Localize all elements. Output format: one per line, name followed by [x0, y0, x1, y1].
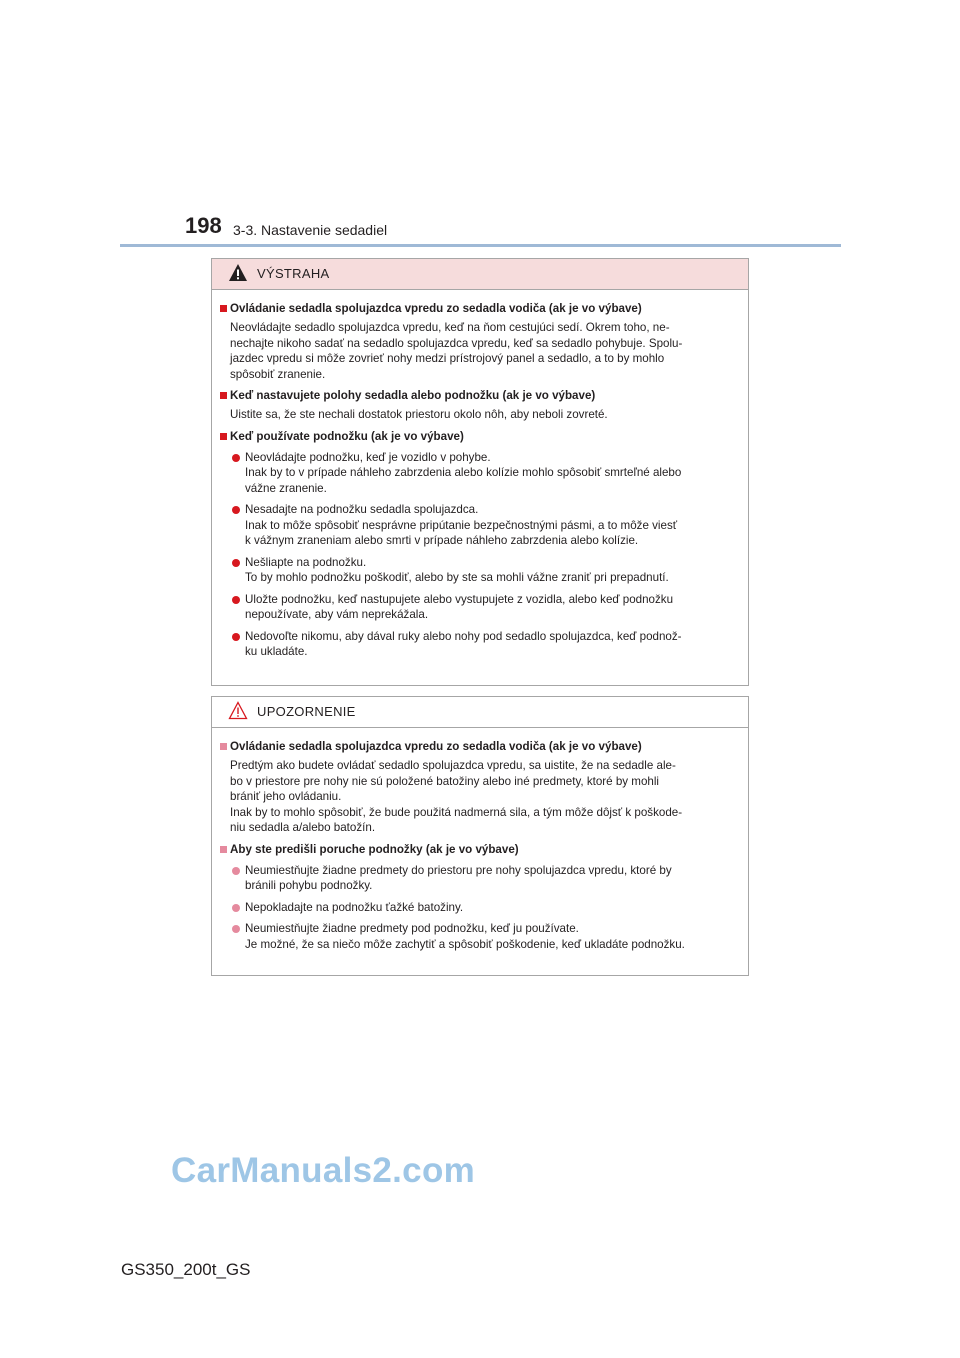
section-heading: Keď nastavujete polohy sedadla alebo podnožku (ak je vo výbave)	[220, 388, 742, 403]
list-item: Uložte podnožku, keď nastupujete alebo vystupujete z vozidla, alebo keď podnožku nepoužívate, aby vám neprekážala.	[220, 592, 742, 623]
round-bullet-icon	[232, 506, 240, 514]
square-bullet-icon	[220, 392, 227, 399]
round-bullet-icon	[232, 904, 240, 912]
round-bullet-icon	[232, 867, 240, 875]
page-number: 198	[185, 213, 222, 238]
list-item: Neumiestňujte žiadne predmety pod podnožku, keď ju používate. Je možné, že sa niečo môže zachytiť a spôsobiť poškodenie, keď ukladáte podnožku.	[220, 921, 742, 952]
round-bullet-icon	[232, 925, 240, 933]
warning-box-title: VÝSTRAHA	[257, 266, 330, 281]
list-item: Nešliapte na podnožku. To by mohlo podnožku poškodiť, alebo by ste sa mohli vážne zraniť pri prepadnutí.	[220, 555, 742, 586]
list-item: Neumiestňujte žiadne predmety do priestoru pre nohy spolujazdca vpredu, ktoré by bránili pohybu podnožky.	[220, 863, 742, 894]
section-heading: Keď používate podnožku (ak je vo výbave)	[220, 429, 742, 444]
list-item: Nedovoľte nikomu, aby dával ruky alebo nohy pod sedadlo spolujazdca, keď podnož- ku ukladáte.	[220, 629, 742, 660]
round-bullet-icon	[232, 559, 240, 567]
footer-model-code: GS350_200t_GS	[121, 1260, 251, 1279]
square-bullet-icon	[220, 305, 227, 312]
square-bullet-icon	[220, 743, 227, 750]
section-text: Neovládajte sedadlo spolujazdca vpredu, keď na ňom cestujúci sedí. Okrem toho, ne- nechajte nikoho sadať na sedadlo spolujazdca vpredu, keď sa sedadlo pohybuje. Spolu- jazdec vpredu si môže zovrieť nohy medzi prístrojový panel a sedadlo, a to by mohlo spôsobiť zranenie.	[230, 321, 683, 381]
warning-box-header	[212, 259, 748, 290]
section-heading: Aby ste predišli poruche podnožky (ak je vo výbave)	[220, 842, 742, 857]
list-item: Neovládajte podnožku, keď je vozidlo v pohybe. Inak by to v prípade náhleho zabrzdenia alebo kolízie mohlo spôsobiť smrteľné alebo vážne zranenie.	[220, 450, 742, 497]
header-rule	[120, 244, 841, 247]
list-item: Nesadajte na podnožku sedadla spolujazdca. Inak to môže spôsobiť nesprávne pripútanie bezpečnostnými pásmi, a to môže viesť k vážnym zraneniam alebo smrti v prípade náhleho zabrzdenia alebo kolízie.	[220, 502, 742, 549]
caution-triangle-icon	[228, 701, 248, 720]
warning-triangle-icon	[228, 263, 248, 282]
watermark-text: CarManuals2.com	[171, 1151, 476, 1190]
warning-box	[211, 258, 749, 686]
section-title: 3-3. Nastavenie sedadiel	[233, 222, 388, 238]
section-text: Predtým ako budete ovládať sedadlo spolujazdca vpredu, sa uistite, že na sedadle ale- bo v priestore pre nohy nie sú položené batožiny alebo iné predmety, ktoré by mohli brániť jeho ovládaniu. Inak by to mohlo spôsobiť, že bude použitá nadmerná sila, a tým môže dôjsť k poškode- niu sedadla a/alebo batožín.	[230, 759, 683, 834]
square-bullet-icon	[220, 846, 227, 853]
round-bullet-icon	[232, 596, 240, 604]
caution-box	[211, 696, 749, 976]
section-text: Uistite sa, že ste nechali dostatok priestoru okolo nôh, aby neboli zovreté.	[230, 408, 608, 421]
section-heading: Ovládanie sedadla spolujazdca vpredu zo sedadla vodiča (ak je vo výbave)	[220, 301, 742, 316]
list-item: Nepokladajte na podnožku ťažké batožiny.	[220, 900, 742, 916]
round-bullet-icon	[232, 454, 240, 462]
caution-box-title: UPOZORNENIE	[257, 704, 356, 719]
caution-box-header	[212, 697, 748, 728]
square-bullet-icon	[220, 433, 227, 440]
round-bullet-icon	[232, 633, 240, 641]
section-heading: Ovládanie sedadla spolujazdca vpredu zo sedadla vodiča (ak je vo výbave)	[220, 739, 742, 754]
